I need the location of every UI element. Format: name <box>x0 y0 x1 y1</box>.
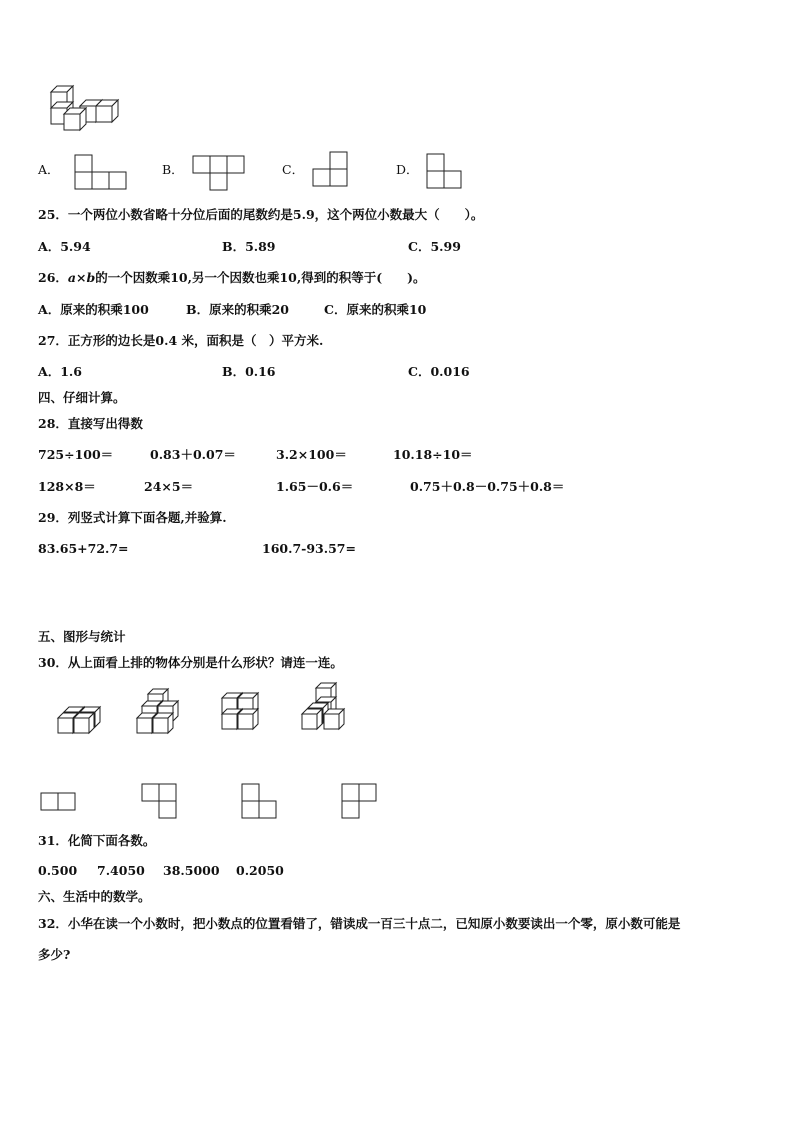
q25-option-b[interactable]: B．5.89 <box>222 239 276 254</box>
q32-stem-line-1: 32．小华在读一个小数时，把小数点的位置看错了，错读成一百三十点二，已知原小数要读出一个零，原小数可能是 <box>38 916 681 931</box>
q30-view-3[interactable] <box>241 783 277 819</box>
q30-view-2[interactable] <box>141 783 177 819</box>
q24-option-b-label[interactable]: B． <box>162 162 184 177</box>
q28-expr: 24×5＝ <box>144 479 194 494</box>
q26-number: 26． <box>38 270 68 285</box>
q29-stem: 29．列竖式计算下面各题,并验算. <box>38 510 227 525</box>
q25-option-c[interactable]: C．5.99 <box>408 239 461 254</box>
q26-stem <box>38 270 426 286</box>
q31-stem: 31．化简下面各数。 <box>38 833 156 848</box>
q24-option-b-figure <box>192 155 248 193</box>
q26-option-a[interactable]: A．原来的积乘100 <box>38 302 149 317</box>
q24-option-c-figure <box>312 151 352 189</box>
q31-number: 0.500 <box>38 863 78 878</box>
q27-option-a[interactable]: A．1.6 <box>38 364 82 379</box>
q30-view-4[interactable] <box>341 783 377 819</box>
q30-object-1 <box>56 698 104 734</box>
q29-expr-1: 83.65+72.7= <box>38 541 129 556</box>
q28-expr: 0.83＋0.07＝ <box>150 447 236 462</box>
q24-option-a-figure <box>74 154 130 190</box>
q26-expression: a×b <box>67 270 96 285</box>
q28-expr: 128×8＝ <box>38 479 96 494</box>
q30-object-3 <box>220 688 270 736</box>
q24-cube-figure <box>50 84 114 134</box>
q24-option-d-label[interactable]: D． <box>396 162 419 177</box>
q29-expr-2: 160.7-93.57= <box>262 541 356 556</box>
section-4-heading: 四、仔细计算。 <box>38 390 126 405</box>
q27-stem: 27．正方形的边长是0.4 米，面积是（ ）平方米. <box>38 333 324 348</box>
q24-option-a-label[interactable]: A． <box>38 162 60 177</box>
q30-object-4 <box>300 682 354 734</box>
q25-stem: 25．一个两位小数省略十分位后面的尾数约是5.9，这个两位小数最大（ ）。 <box>38 207 484 222</box>
q27-option-c[interactable]: C．0.016 <box>408 364 470 379</box>
q30-stem: 30．从上面看上排的物体分别是什么形状？请连一连。 <box>38 655 343 670</box>
q28-expr: 3.2×100＝ <box>276 447 347 462</box>
section-6-heading: 六、生活中的数学。 <box>38 889 151 904</box>
q26-option-b[interactable]: B．原来的积乘20 <box>186 302 289 317</box>
q26-stem-rest: 的一个因数乘10,另一个因数也乘10,得到的积等于( )。 <box>95 270 426 285</box>
q28-expr: 1.65－0.6＝ <box>276 479 354 494</box>
q32-stem-line-2: 多少? <box>38 947 71 962</box>
q28-stem: 28．直接写出得数 <box>38 416 143 431</box>
q24-option-d-figure <box>426 153 466 191</box>
q28-expr: 10.18÷10＝ <box>393 447 473 462</box>
section-5-heading: 五、图形与统计 <box>38 629 126 644</box>
q31-number: 38.5000 <box>163 863 220 878</box>
q28-expr: 0.75＋0.8－0.75＋0.8＝ <box>410 479 565 494</box>
q26-option-c[interactable]: C．原来的积乘10 <box>324 302 427 317</box>
q30-view-1[interactable] <box>40 792 76 812</box>
q30-object-2 <box>136 686 188 736</box>
q31-number: 7.4050 <box>97 863 145 878</box>
q24-option-c-label[interactable]: C． <box>282 162 305 177</box>
q27-option-b[interactable]: B．0.16 <box>222 364 276 379</box>
q31-number: 0.2050 <box>236 863 284 878</box>
q28-expr: 725÷100＝ <box>38 447 114 462</box>
q25-option-a[interactable]: A．5.94 <box>38 239 91 254</box>
